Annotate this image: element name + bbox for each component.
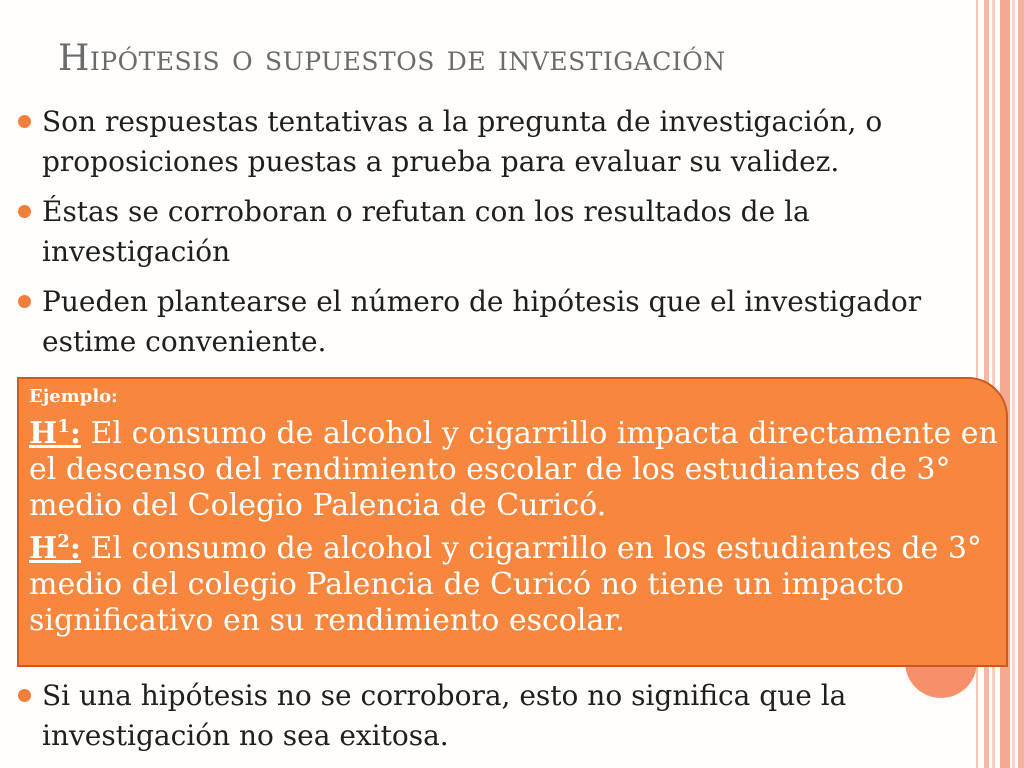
bullet-dot-icon (18, 115, 31, 128)
hypothesis-1-letter: H (29, 416, 58, 451)
bullet-text: Si una hipótesis no se corrobora, esto no significa que la investigación no sea exitosa. (42, 679, 847, 752)
hypothesis-1-colon: : (69, 416, 81, 451)
decor-stripe (1012, 0, 1015, 768)
hypothesis-1-text: El consumo de alcohol y cigarrillo impacta directamente en el descenso del rendimiento escolar de los estudiantes de 3° medio del Colegio Palencia de Curicó. (29, 416, 998, 523)
bullet-item (18, 192, 986, 272)
bullet-text: Pueden plantearse el número de hipótesis que el investigador estime conveniente. (42, 285, 922, 358)
bullet-text: Éstas se corroboran o refutan con los resultados de la investigación (42, 195, 810, 268)
decor-stripe (1018, 0, 1024, 768)
hypothesis-1-sup: 1 (57, 416, 70, 437)
hypothesis-2-sup: 2 (57, 531, 70, 552)
bullet-item (18, 282, 986, 362)
bullet-item (18, 102, 986, 182)
hypothesis-2 (29, 524, 1006, 639)
hypothesis-2-colon: : (69, 531, 81, 566)
bullet-dot-icon (18, 689, 31, 702)
bullet-dot-icon (18, 205, 31, 218)
slide-title: Hipótesis o supuestos de investigación (58, 38, 726, 79)
hypothesis-2-label (29, 531, 81, 566)
example-label: Ejemplo: (29, 386, 118, 407)
hypothesis-2-text: El consumo de alcohol y cigarrillo en los estudiantes de 3° medio del colegio Palencia de Curicó no tiene un impacto significativo en su rendimiento escolar. (29, 531, 982, 638)
hypothesis-1 (29, 409, 1006, 524)
bullet-dot-icon (18, 295, 31, 308)
hypothesis-2-letter: H (29, 531, 58, 566)
example-callout (17, 377, 1008, 667)
bullet-text: Son respuestas tentativas a la pregunta de investigación, o proposiciones puestas a prueba para evaluar su validez. (42, 105, 883, 178)
hypothesis-1-label (29, 416, 81, 451)
bullet-item (18, 676, 986, 756)
